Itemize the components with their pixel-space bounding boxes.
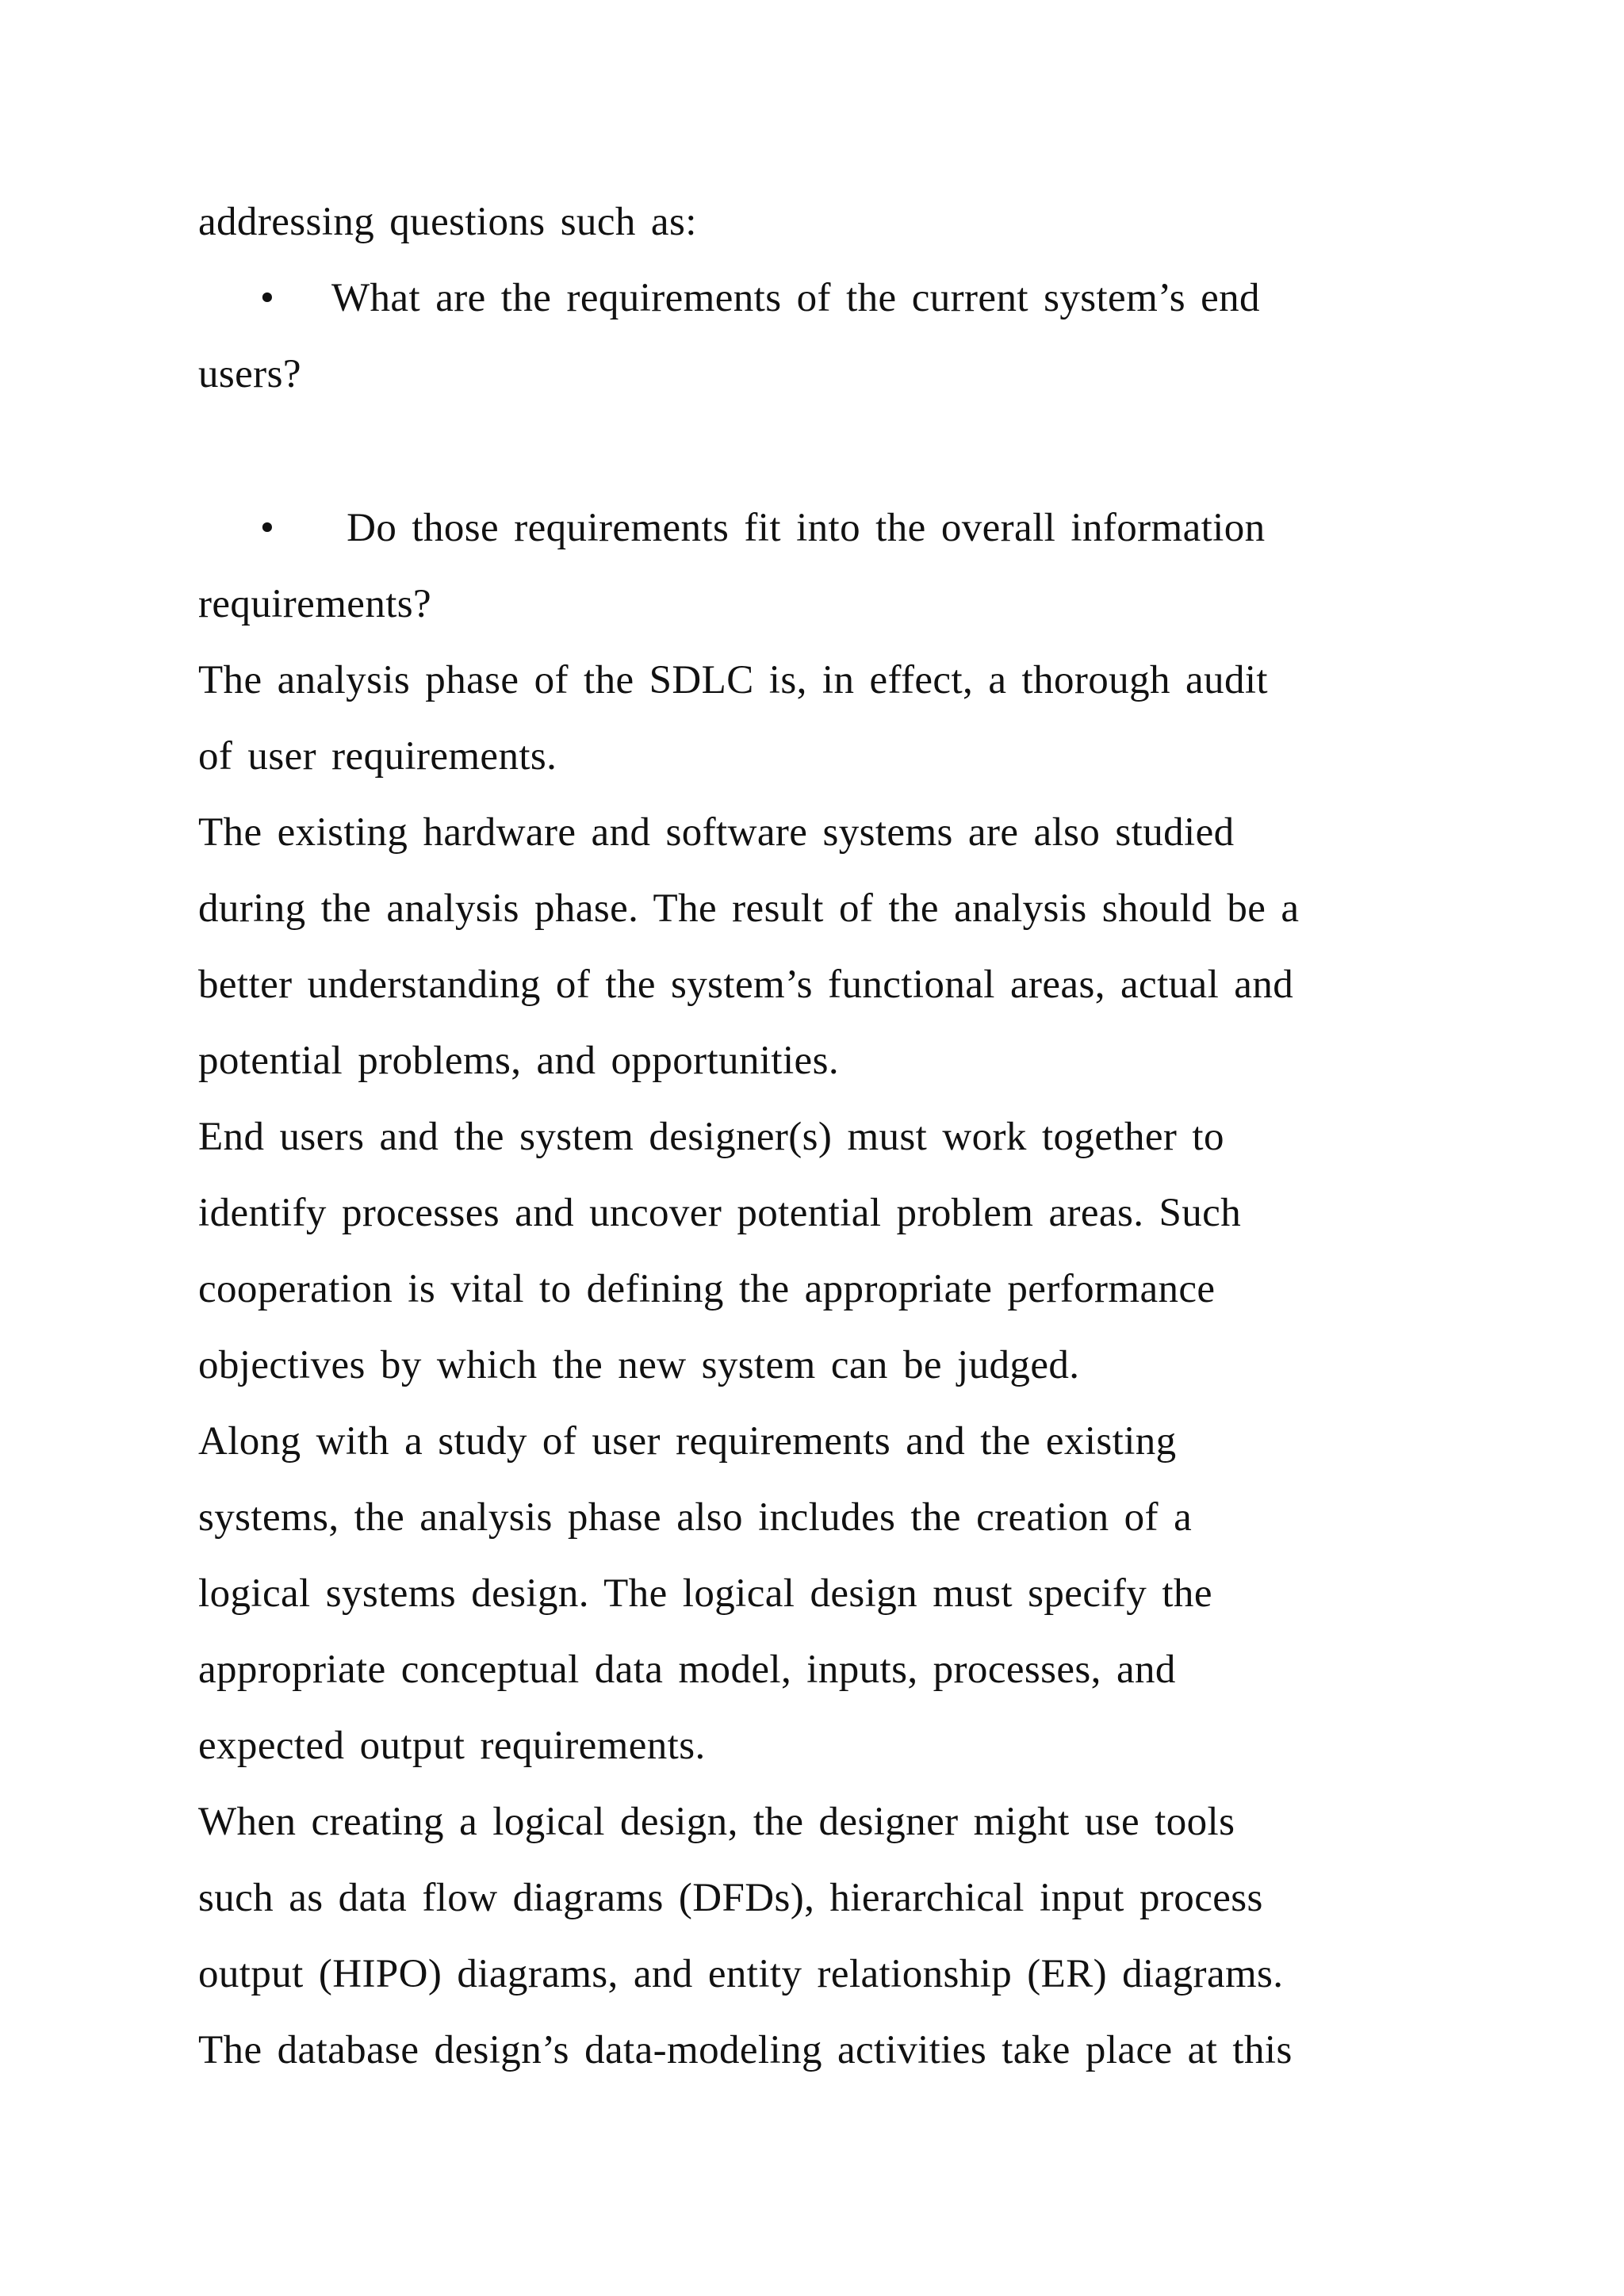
text-line-10: End users and the system designer(s) must work together to [198, 1115, 1224, 1159]
text-line-13: objectives by which the new system can be judged. [198, 1343, 1080, 1387]
text-line-15: systems, the analysis phase also includes the creation of a [198, 1495, 1193, 1540]
bullet-item-1 [260, 274, 1260, 322]
text-line-4: The analysis phase of the SDLC is, in effect, a thorough audit [198, 658, 1268, 702]
text-line-6: The existing hardware and software systems are also studied [198, 810, 1235, 855]
text-line-2: users? [198, 352, 301, 396]
text-line-20: such as data flow diagrams (DFDs), hierarchical input process [198, 1876, 1263, 1920]
text-line-18: expected output requirements. [198, 1724, 706, 1768]
text-line-22: The database design’s data-modeling activities take place at this [198, 2028, 1293, 2072]
bullet-item-text: Do those requirements fit into the overall information [331, 506, 1266, 550]
text-line-8: better understanding of the system’s functional areas, actual and [198, 962, 1294, 1007]
text-line-14: Along with a study of user requirements and the existing [198, 1419, 1177, 1464]
text-line-7: during the analysis phase. The result of the analysis should be a [198, 886, 1300, 931]
text-line-9: potential problems, and opportunities. [198, 1039, 839, 1083]
text-line-16: logical systems design. The logical design must specify the [198, 1571, 1212, 1616]
bullet-item-text: What are the requirements of the current system’s end [331, 276, 1260, 320]
text-line-3: requirements? [198, 582, 432, 626]
bullet-icon: • [260, 506, 275, 550]
text-line-11: identify processes and uncover potential problem areas. Such [198, 1191, 1242, 1235]
text-line-21: output (HIPO) diagrams, and entity relationship (ER) diagrams. [198, 1952, 1284, 1996]
bullet-icon: • [260, 276, 275, 320]
text-line-1: addressing questions such as: [198, 200, 697, 244]
text-line-19: When creating a logical design, the designer might use tools [198, 1800, 1235, 1844]
text-line-5: of user requirements. [198, 734, 557, 779]
bullet-item-2 [260, 504, 1266, 552]
text-line-12: cooperation is vital to defining the appropriate performance [198, 1267, 1216, 1311]
text-line-17: appropriate conceptual data model, inputs, processes, and [198, 1647, 1176, 1692]
